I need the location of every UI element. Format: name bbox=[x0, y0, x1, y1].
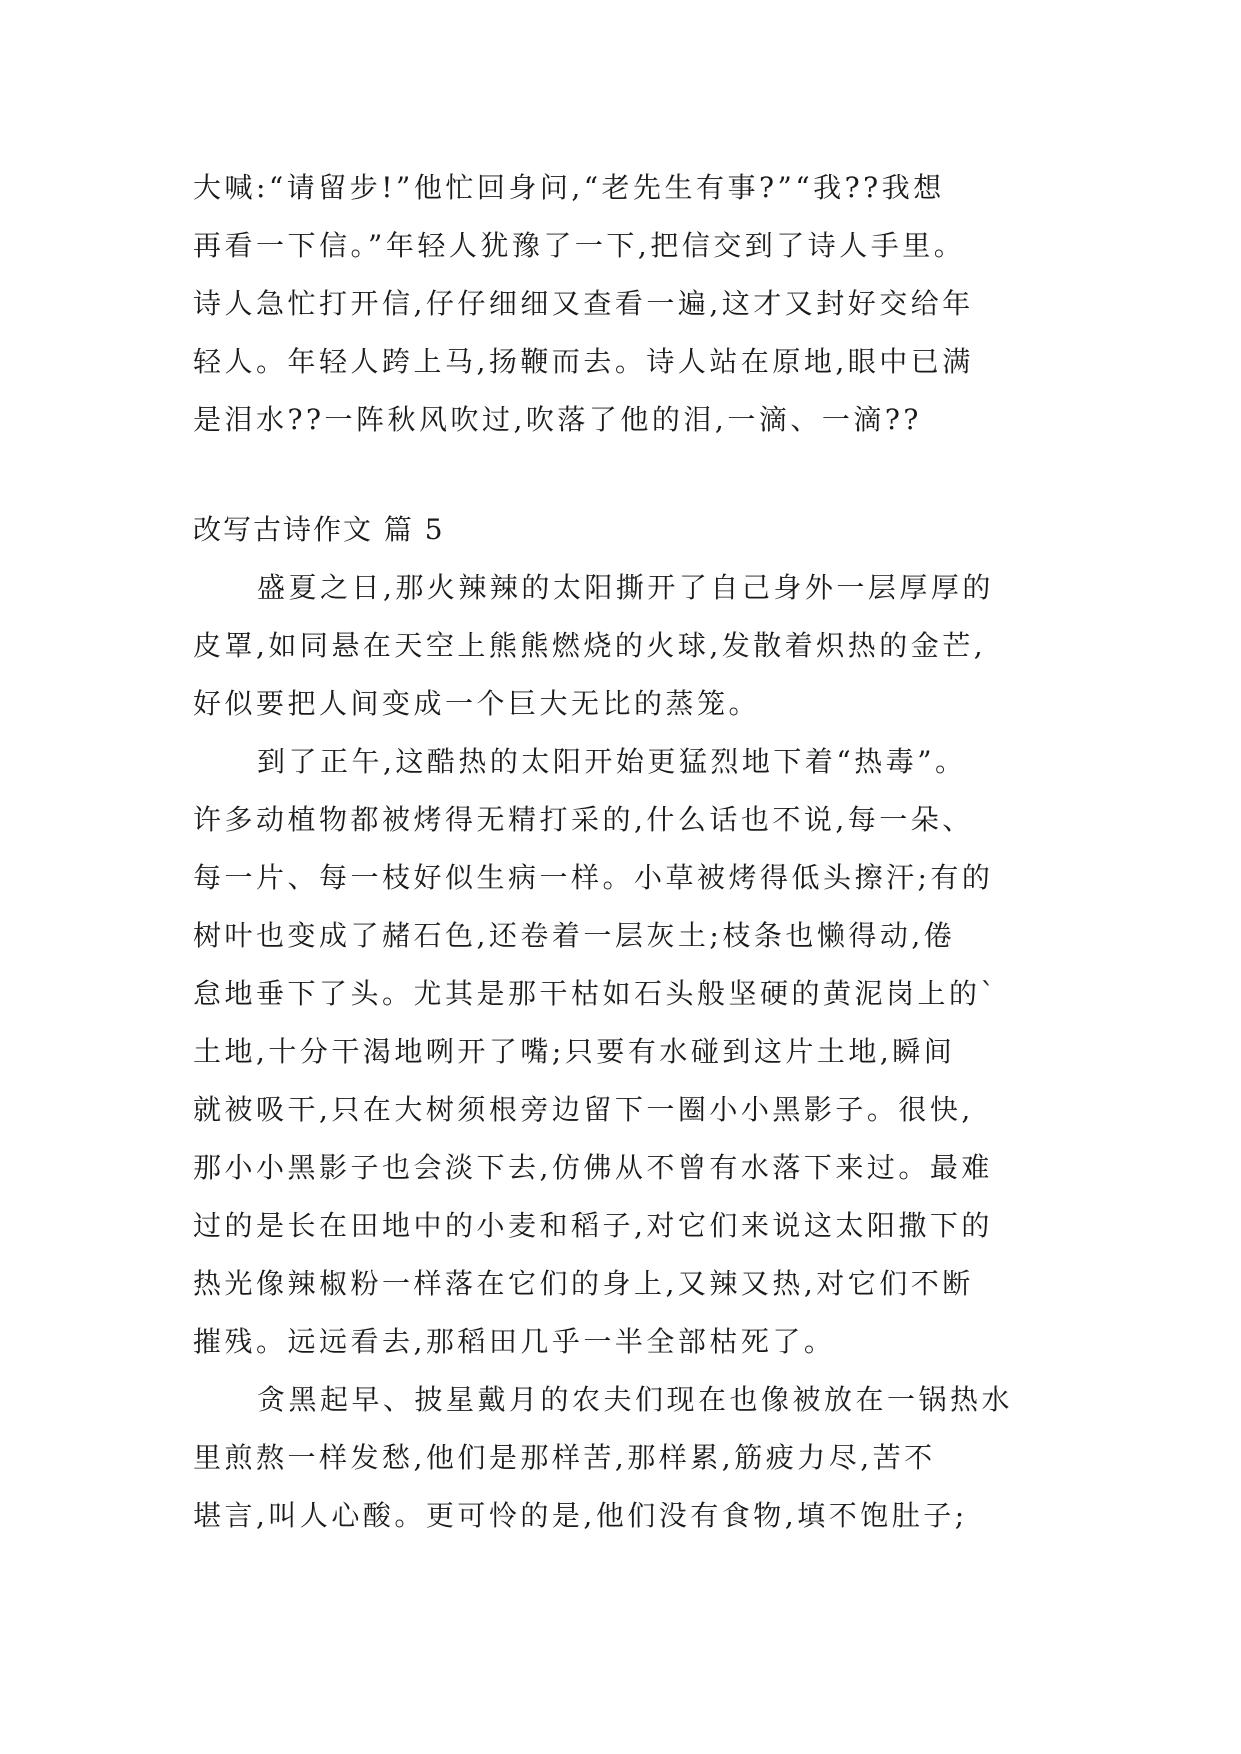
text-line: 怠地垂下了头。尤其是那干枯如石头般坚硬的黄泥岗上的` bbox=[193, 977, 999, 1010]
text-line: 每一片、每一枝好似生病一样。小草被烤得低头擦汗;有的 bbox=[193, 861, 994, 894]
text-line: 摧残。远远看去,那稻田几乎一半全部枯死了。 bbox=[193, 1325, 836, 1358]
section-heading: 改写古诗作文 篇 5 bbox=[193, 513, 445, 546]
paragraph bbox=[193, 1371, 1053, 1545]
text-line: 热光像辣椒粉一样落在它们的身上,又辣又热,对它们不断 bbox=[193, 1267, 974, 1300]
paragraph bbox=[193, 733, 1053, 1371]
text-line: 那小小黑影子也会淡下去,仿佛从不曾有水落下来过。最难 bbox=[193, 1151, 993, 1184]
text-line: 是泪水??一阵秋风吹过,吹落了他的泪,一滴、一滴?? bbox=[193, 403, 922, 436]
text-line: 贪黑起早、披星戴月的农夫们现在也像被放在一锅热水 bbox=[257, 1383, 1014, 1416]
text-line: 盛夏之日,那火辣辣的太阳撕开了自己身外一层厚厚的 bbox=[257, 571, 994, 604]
text-line: 土地,十分干渴地咧开了嘴;只要有水碰到这片土地,瞬间 bbox=[193, 1035, 956, 1068]
text-line: 大喊:“请留步!”他忙回身问,“老先生有事?”“我??我想 bbox=[193, 171, 945, 204]
text-line: 堪言,叫人心酸。更可怜的是,他们没有食物,填不饱肚子; bbox=[193, 1499, 968, 1532]
text-line: 树叶也变成了赭石色,还卷着一层灰土;枝条也懒得动,倦 bbox=[193, 919, 956, 952]
paragraph-gap bbox=[193, 449, 1053, 501]
paragraph bbox=[193, 559, 1053, 733]
document-body bbox=[193, 159, 1053, 1545]
continued-paragraph bbox=[193, 159, 1053, 449]
text-line: 许多动植物都被烤得无精打采的,什么话也不说,每一朵、 bbox=[193, 803, 974, 836]
text-line: 过的是长在田地中的小麦和稻子,对它们来说这太阳撒下的 bbox=[193, 1209, 993, 1242]
text-line: 再看一下信。”年轻人犹豫了一下,把信交到了诗人手里。 bbox=[193, 229, 966, 262]
text-line: 诗人急忙打开信,仔仔细细又查看一遍,这才又封好交给年 bbox=[193, 287, 974, 320]
text-line: 好似要把人间变成一个巨大无比的蒸笼。 bbox=[193, 687, 761, 720]
text-line: 轻人。年轻人跨上马,扬鞭而去。诗人站在原地,眼中已满 bbox=[193, 345, 974, 378]
text-line: 就被吸干,只在大树须根旁边留下一圈小小黑影子。很快, bbox=[193, 1093, 974, 1126]
text-line: 到了正午,这酷热的太阳开始更猛烈地下着“热毒”。 bbox=[257, 745, 967, 778]
text-line: 皮罩,如同悬在天空上熊熊燃烧的火球,发散着炽热的金芒, bbox=[193, 629, 987, 662]
text-line: 里煎熬一样发愁,他们是那样苦,那样累,筋疲力尽,苦不 bbox=[193, 1441, 936, 1474]
